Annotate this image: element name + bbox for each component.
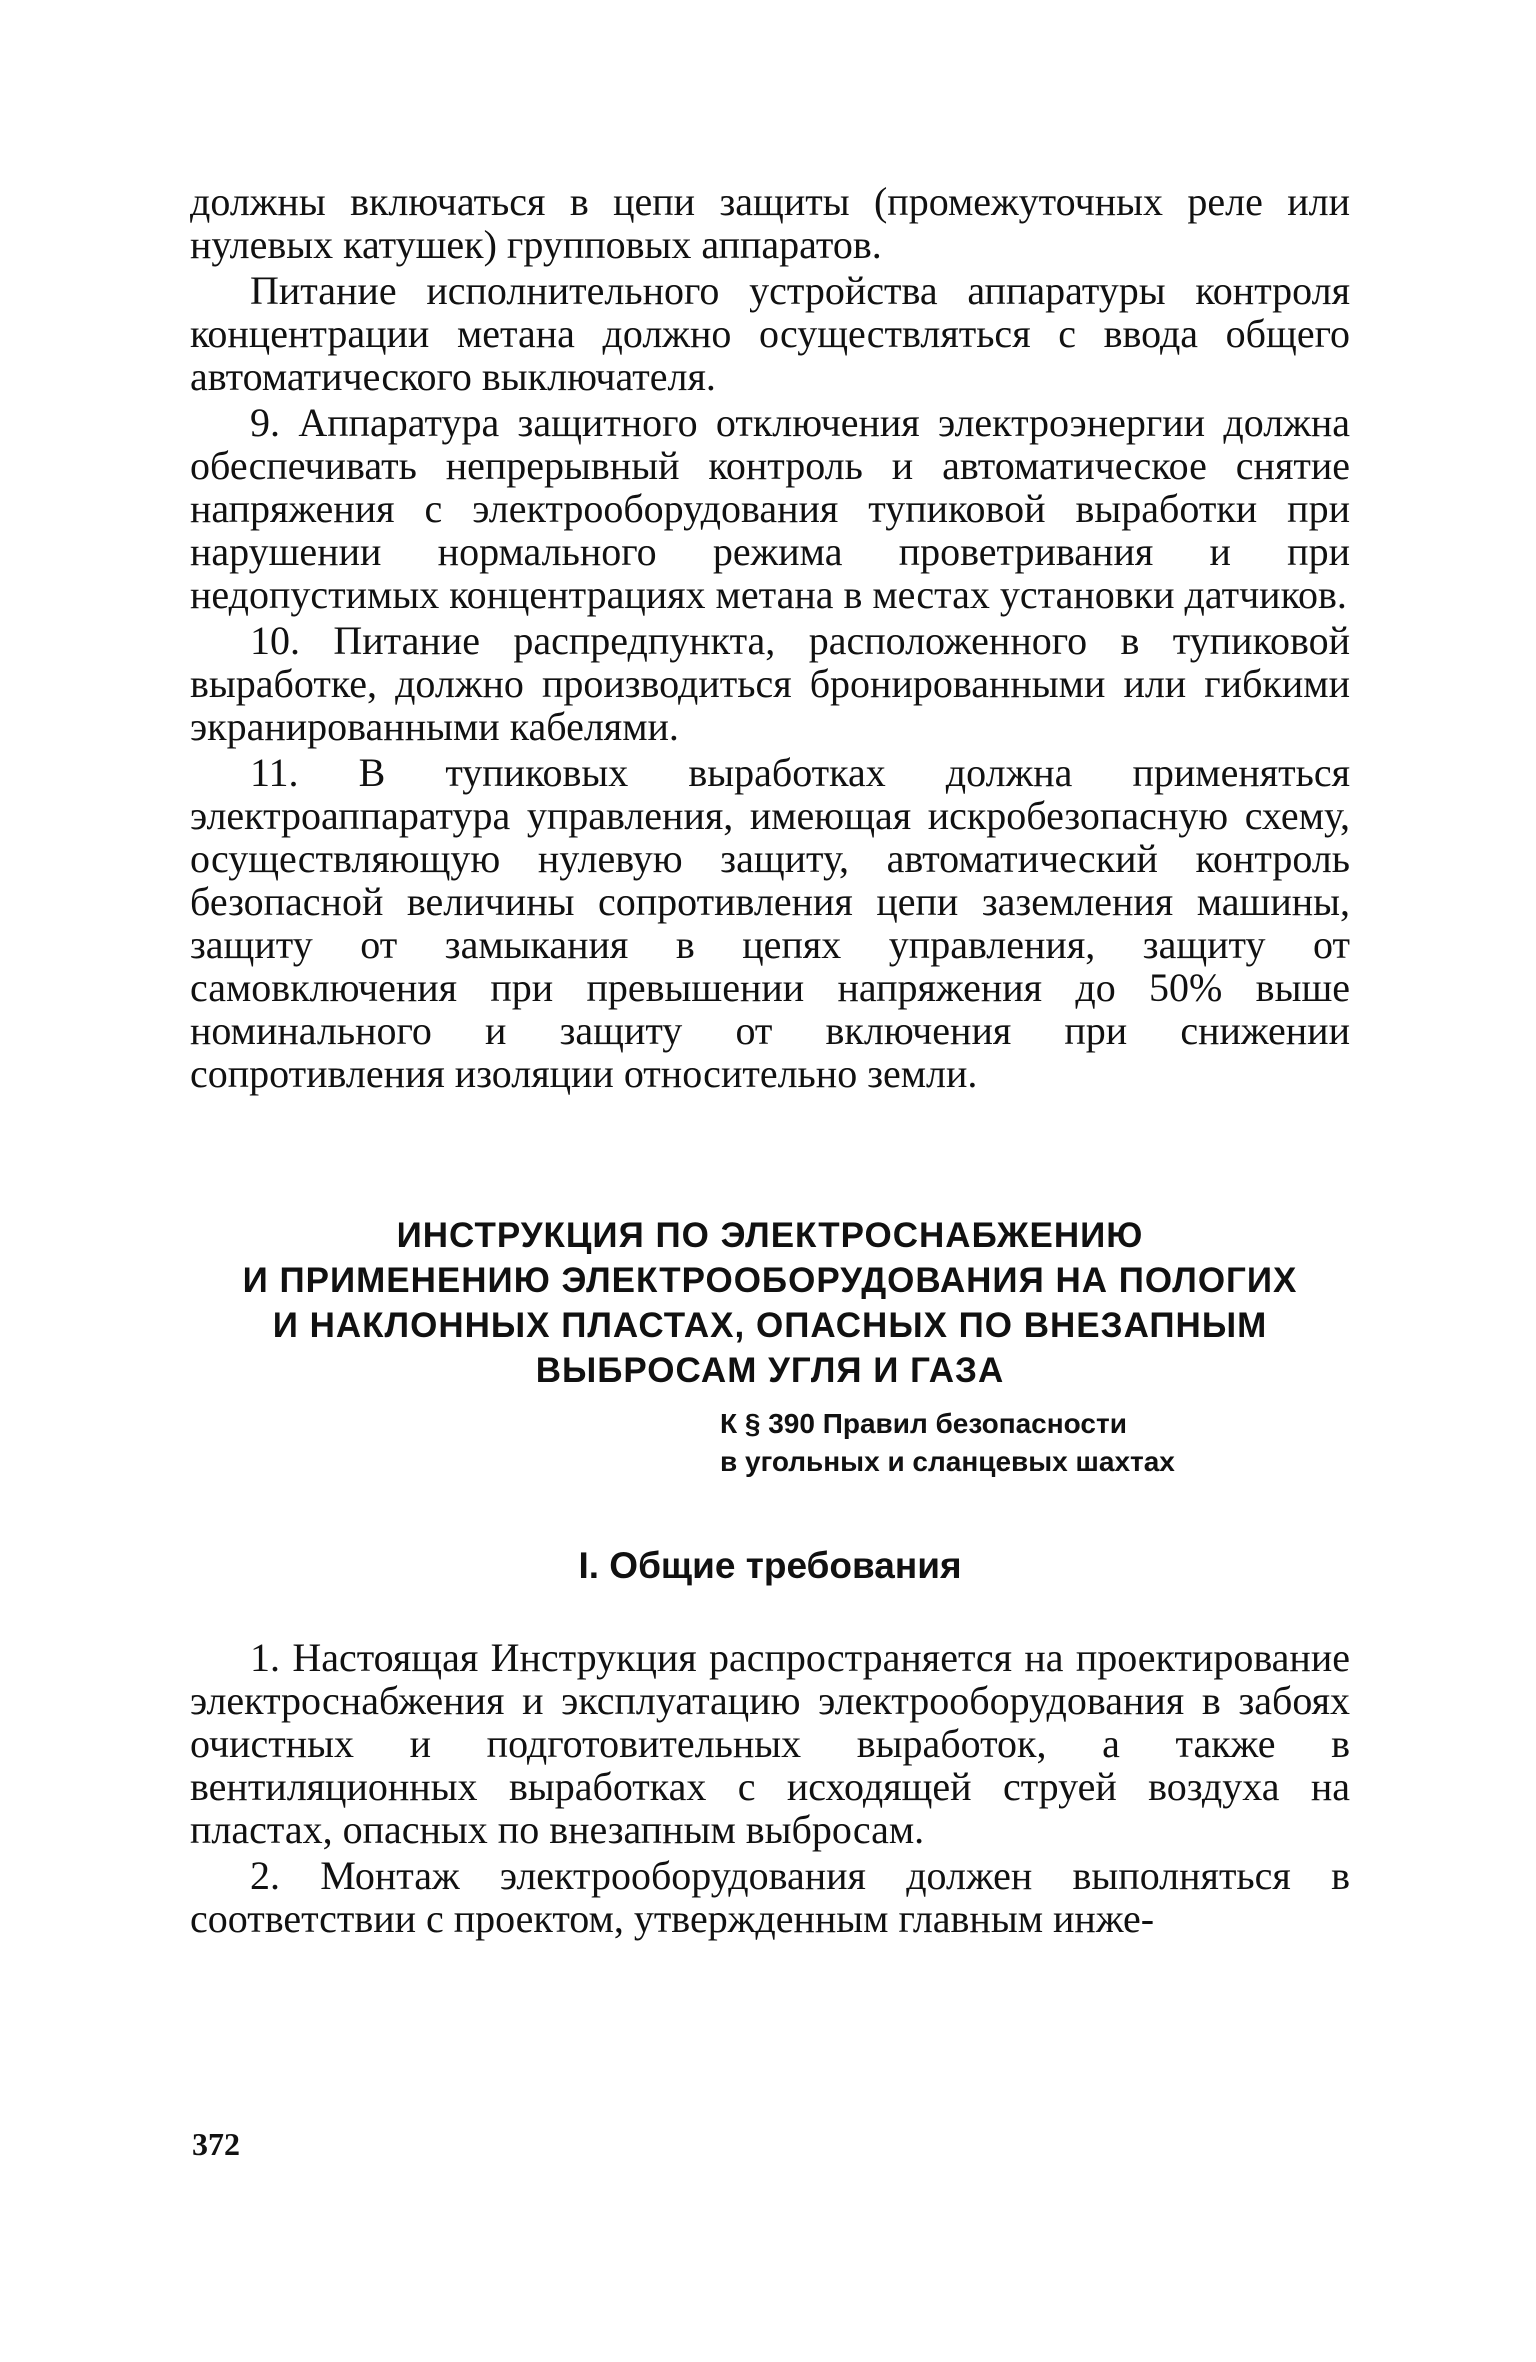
heading-line-4: ВЫБРОСАМ УГЛЯ И ГАЗА: [535, 1351, 1005, 1390]
paragraph-item-10: 10. Питание распредпункта, расположенного в тупиковой выработке, должно производиться бронированными или гибкими экранированными кабелями.: [190, 618, 1350, 749]
section-title: I. Общие требования: [578, 1545, 962, 1586]
heading-line-3: И НАКЛОННЫХ ПЛАСТАХ, ОПАСНЫХ ПО ВНЕЗАПНЫМ: [272, 1306, 1268, 1345]
heading-line-2: И ПРИМЕНЕНИЮ ЭЛЕКТРООБОРУДОВАНИЯ НА ПОЛОГИХ: [242, 1261, 1298, 1300]
document-page: [190, 180, 1350, 1940]
paragraph-item-1: 1. Настоящая Инструкция распространяется на проектирование электроснабжения и эксплуатацию электрооборудования в забоях очистных и подготовительных выработок, а также в вентиляционных выработках с исходящей струей воздуха на пластах, опасных по внезапным выбросам.: [190, 1635, 1350, 1852]
reference-line-1: К § 390 Правил безопасности: [720, 1408, 1127, 1439]
paragraph-continuation: должны включаться в цепи защиты (промежуточных реле или нулевых катушек) групповых аппаратов.: [190, 179, 1350, 267]
reference-line-2: в угольных и сланцевых шахтах: [720, 1446, 1175, 1477]
instruction-heading: [190, 1213, 1350, 1393]
rules-reference: [720, 1405, 1350, 1481]
paragraph-item-2: 2. Монтаж электрооборудования должен выполняться в соответствии с проектом, утвержденным главным инже-: [190, 1853, 1350, 1941]
paragraph-item-11: 11. В тупиковых выработках должна применяться электроаппаратура управления, имеющая искробезопасную схему, осуществляющую нулевую защиту, автоматический контроль безопасной величины сопротивления цепи заземления машины, защиту от замыкания в цепях управления, защиту от самовключения при превышении напряжения до 50% выше номинального и защиту от включения при снижении сопротивления изоляции относительно земли.: [190, 750, 1350, 1096]
paragraph-methane-control-power: Питание исполнительного устройства аппаратуры контроля концентрации метана должно осуществляться с ввода общего автоматического выключателя.: [190, 268, 1350, 399]
paragraph-item-9: 9. Аппаратура защитного отключения электроэнергии должна обеспечивать непрерывный контроль и автоматическое снятие напряжения с электрооборудования тупиковой выработки при нарушении нормального режима проветривания и при недопустимых концентрациях метана в местах установки датчиков.: [190, 400, 1350, 617]
page-number: 372: [192, 2126, 240, 2162]
heading-line-1: ИНСТРУКЦИЯ ПО ЭЛЕКТРОСНАБЖЕНИЮ: [396, 1216, 1144, 1255]
